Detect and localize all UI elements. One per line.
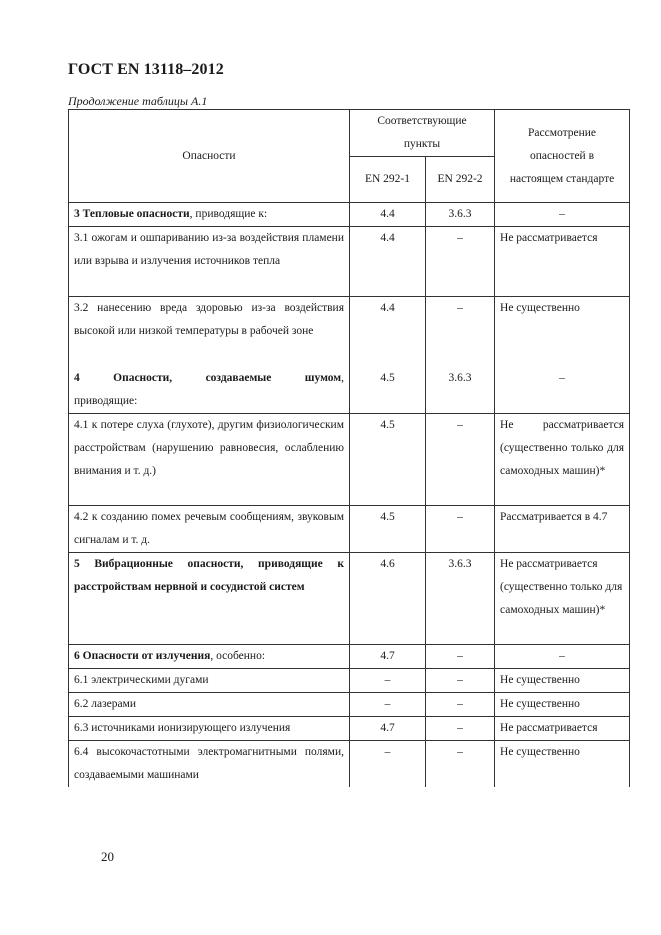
hazard-text: , особенно:: [210, 649, 266, 662]
en1-cell: 4.7: [350, 644, 426, 668]
hazard-text: , приводящие:: [74, 371, 344, 407]
hazard-cell: [69, 644, 350, 668]
en2-cell: 3.6.3: [426, 552, 495, 644]
en1-cell: –: [350, 692, 426, 716]
hazard-text: , приводящие к:: [189, 208, 268, 220]
table-row: [69, 716, 630, 740]
hazard-cell: 3.1 ожогам и ошпариванию из-за воздействия пламени или взрыва и излучения источников тепла: [69, 227, 350, 297]
en2-cell: –: [426, 740, 495, 787]
table-row: [69, 413, 630, 505]
note-cell: Не существенно: [495, 740, 630, 787]
table-row: [69, 692, 630, 716]
table-row: [69, 668, 630, 692]
en1-cell: 4.4: [350, 297, 426, 367]
note-cell: –: [495, 644, 630, 668]
header-en-292-2: EN 292-2: [426, 157, 495, 203]
en2-cell: –: [426, 227, 495, 297]
note-cell: Не рассматривается: [495, 716, 630, 740]
hazard-cell: 3.2 нанесению вреда здоровью из-за воздействия высокой или низкой температуры в рабочей зоне: [69, 297, 350, 367]
hazard-group-title: 3 Тепловые опасности: [74, 208, 190, 220]
note-cell: Не существенно: [495, 668, 630, 692]
en2-cell: –: [426, 644, 495, 668]
en1-cell: 4.5: [350, 505, 426, 552]
en1-cell: –: [350, 668, 426, 692]
hazard-group-title: 4 Опасности, создаваемые шумом: [74, 371, 342, 384]
note-cell: –: [495, 203, 630, 227]
hazard-cell: 6.1 электрическими дугами: [69, 668, 350, 692]
hazard-cell: 4.1 к потере слуха (глухоте), другим физиологическим расстройствам (нарушению равновесия, ослаблению внимания и т. д.): [69, 413, 350, 505]
en1-cell: 4.6: [350, 552, 426, 644]
hazard-group-title: 5 Вибрационные опасности, приводящие к расстройствам нервной и сосудистой систем: [74, 557, 344, 593]
en2-cell: –: [426, 413, 495, 505]
hazard-cell: [69, 552, 350, 644]
en1-cell: 4.5: [350, 413, 426, 505]
table-row: [69, 227, 630, 297]
en1-cell: 4.7: [350, 716, 426, 740]
note-cell: Рассматривается в 4.7: [495, 505, 630, 552]
note-cell: Не существенно: [495, 692, 630, 716]
en2-cell: –: [426, 716, 495, 740]
table-row: [69, 740, 630, 787]
document-title: ГОСТ EN 13118–2012: [68, 61, 224, 78]
header-consideration: Рассмотрение опасностей в настоящем стандарте: [495, 110, 630, 203]
hazard-cell: 6.2 лазерами: [69, 692, 350, 716]
note-cell: Не существенно: [495, 297, 630, 367]
header-en-292-1: EN 292-1: [350, 157, 426, 203]
en2-cell: –: [426, 505, 495, 552]
table-row: [69, 644, 630, 668]
en2-cell: –: [426, 668, 495, 692]
en1-cell: 4.4: [350, 227, 426, 297]
en2-cell: 3.6.3: [426, 367, 495, 414]
table-caption: Продолжение таблицы А.1: [68, 94, 208, 108]
note-cell: Не рассматривается: [495, 227, 630, 297]
hazard-cell: 6.4 высокочастотными электромагнитными полями, создаваемыми машинами: [69, 740, 350, 787]
note-cell: Не рассматривается (существенно только для самоходных машин)*: [495, 552, 630, 644]
en2-cell: –: [426, 692, 495, 716]
header-hazards: Опасности: [69, 110, 350, 203]
hazard-cell: 6.3 источниками ионизирующего излучения: [69, 716, 350, 740]
table-row: [69, 297, 630, 367]
header-points-group: Соответствующие пункты: [350, 110, 495, 157]
table-row: [69, 367, 630, 414]
note-cell: Не рассматривается (существенно только для самоходных машин)*: [495, 413, 630, 505]
hazards-table: [68, 109, 630, 787]
en2-cell: 3.6.3: [426, 203, 495, 227]
note-cell: –: [495, 367, 630, 414]
table-row: [69, 203, 630, 227]
en1-cell: –: [350, 740, 426, 787]
hazard-cell: 4.2 к созданию помех речевым сообщениям, звуковым сигналам и т. д.: [69, 505, 350, 552]
en1-cell: 4.4: [350, 203, 426, 227]
hazard-group-title: 6 Опасности от излучения: [74, 649, 211, 662]
en2-cell: –: [426, 297, 495, 367]
table-row: [69, 505, 630, 552]
hazard-cell: [69, 203, 350, 227]
page-number: 20: [101, 849, 114, 864]
hazard-cell: [69, 367, 350, 414]
en1-cell: 4.5: [350, 367, 426, 414]
table-row: [69, 552, 630, 644]
